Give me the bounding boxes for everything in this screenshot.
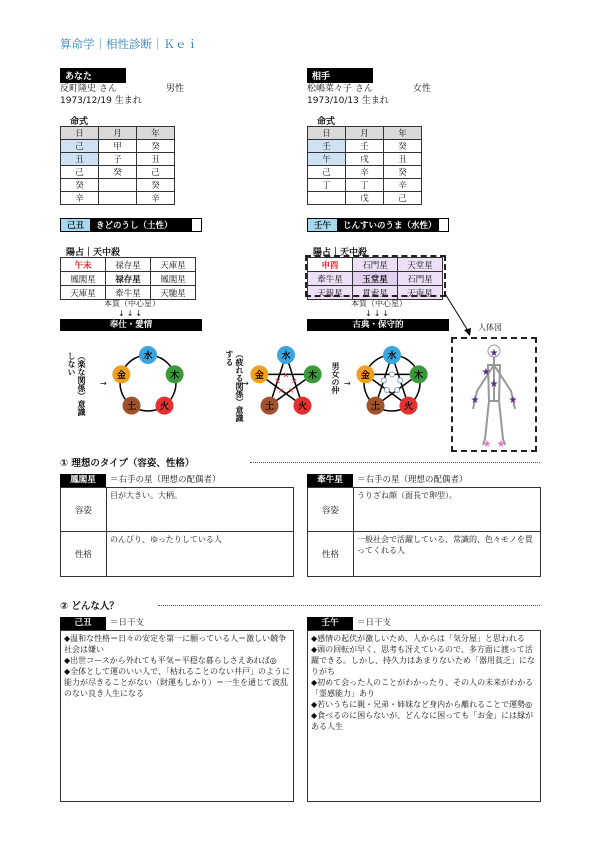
section2-divider <box>158 605 540 606</box>
wood-node-label: 木 <box>308 370 318 381</box>
meishiki-cell: 丑 <box>384 153 422 166</box>
left-profile <box>60 64 260 107</box>
who-left-kanshi: 己丑 <box>60 617 106 630</box>
cross-icon: × <box>290 376 298 386</box>
meishiki-cell: 癸 <box>137 179 175 192</box>
ideal-left-personality: のんびり、ゆったりしている人 <box>110 535 222 544</box>
star-cell: 鳳閣星 <box>61 272 106 286</box>
list-item: ◆出世コースから外れても平気＝平穏な暮らしさえあれば◎ <box>64 656 277 665</box>
ideal-right-looks-label: 容姿 <box>308 488 354 531</box>
meishiki-col-header: 日 <box>308 127 346 140</box>
right-role: 相手 <box>307 68 373 83</box>
cycle3-diagram <box>352 345 432 421</box>
ideal-left-personality-label: 性格 <box>61 532 107 576</box>
table-row <box>61 140 175 153</box>
circle-mark-icon <box>381 378 386 383</box>
meishiki-cell: 癸 <box>137 140 175 153</box>
cross-icon: × <box>274 376 282 386</box>
earth-node-label: 土 <box>127 402 137 413</box>
cycle1-label-text: （楽な関係）意識しない <box>67 352 86 416</box>
cross-icon: × <box>277 386 285 395</box>
cycle2-label <box>224 350 244 422</box>
circle-mark-icon <box>398 378 403 383</box>
meishiki-cell <box>99 179 137 192</box>
list-item: ◆頭の回転が早く、思考も冴えているので、多方面に渡って活躍できる。しかし、持久力はあまりないため「器用貧乏」になりがち <box>311 645 535 676</box>
table-row <box>308 166 422 179</box>
meishiki-cell: 丁 <box>346 179 384 192</box>
left-arrows: ↓↓↓ <box>118 309 145 318</box>
right-honshitsu: 本質（中心星） <box>351 299 407 308</box>
list-item: ◆全体として運のいい人で、「枯れることのない井戸」のように能力が尽きることがない（財運もしかり）＝一生を通じて波乱のない良き人生になる <box>64 667 290 698</box>
section2-title: ② どんな人？ <box>60 601 119 612</box>
who-right-list <box>307 630 541 802</box>
left-honshitsu: 本質（中心星） <box>104 299 160 308</box>
ideal-left-looks: 目が大きい。大柄。 <box>110 491 182 500</box>
star-cell: 玉堂星 <box>353 272 398 286</box>
who-right-kanshi: 壬午 <box>307 617 353 630</box>
metal-node-label: 金 <box>254 370 264 381</box>
water-node-label: 水 <box>281 351 291 362</box>
left-trait: 奉仕・愛情 <box>60 319 202 331</box>
star-cell: 申酉 <box>308 258 353 272</box>
meishiki-cell: 己 <box>137 166 175 179</box>
right-kanshi: 壬午 <box>308 219 337 231</box>
left-kanshi-reading: きどのうし（土性） <box>90 219 192 231</box>
star-cell: 牽牛星 <box>308 272 353 286</box>
ideal-left-star: 鳳閣星 <box>60 474 106 487</box>
wood-node-label: 木 <box>414 370 424 381</box>
cycle3-arrow: → <box>344 379 351 388</box>
cycle2-label-text: （疲れる関係）意識する <box>225 350 244 422</box>
cycle1-diagram <box>108 345 188 421</box>
who-right <box>307 617 541 802</box>
meishiki-cell: 癸 <box>384 166 422 179</box>
list-item: ◆若いうちに親・兄弟・姉妹など身内から離れることで運勢◎ <box>311 700 533 709</box>
meishiki-cell: 辛 <box>137 192 175 205</box>
meishiki-cell: 午 <box>308 153 346 166</box>
star-cell: 牽牛星 <box>106 286 151 300</box>
who-left <box>60 617 294 802</box>
ideal-right-star: 牽牛星 <box>307 474 353 487</box>
table-row <box>61 192 175 205</box>
star-icon: ★ <box>482 439 492 450</box>
right-profile <box>307 64 507 107</box>
star-cell: 天南星 <box>398 286 443 300</box>
water-node-label: 水 <box>387 351 397 362</box>
star-cell: 禄存星 <box>106 272 151 286</box>
body-chart-box <box>451 337 537 452</box>
meishiki-cell: 己 <box>61 166 99 179</box>
meishiki-cell: 己 <box>61 140 99 153</box>
meishiki-cell: 子 <box>99 153 137 166</box>
meishiki-cell: 己 <box>384 192 422 205</box>
meishiki-cell: 辛 <box>346 166 384 179</box>
meishiki-cell: 丑 <box>137 153 175 166</box>
meishiki-cell: 辛 <box>61 192 99 205</box>
meishiki-cell: 甲 <box>99 140 137 153</box>
star-cell: 貫索星 <box>353 286 398 300</box>
table-row <box>61 166 175 179</box>
table-row <box>61 272 196 286</box>
right-star-highlight <box>305 255 446 297</box>
meishiki-cell: 戌 <box>346 153 384 166</box>
ideal-right-personality: 一般社会で活躍している、常識的、色々モノを買ってくれる人 <box>357 535 533 555</box>
right-meishiki-title: 命式 <box>317 117 336 127</box>
meishiki-cell: 丑 <box>61 153 99 166</box>
table-row <box>308 140 422 153</box>
table-row <box>61 179 175 192</box>
fire-node-label: 火 <box>297 402 307 413</box>
cross-icon: × <box>287 386 295 395</box>
meishiki-cell: 癸 <box>99 166 137 179</box>
page-header: 算命学｜相性診断｜Ｋｅｉ <box>60 37 198 51</box>
star-icon: ★ <box>481 367 491 378</box>
cycle2-arrow: → <box>242 379 249 388</box>
human-figure <box>453 339 535 450</box>
star-icon: ★ <box>489 379 499 390</box>
ideal-right-personality-label: 性格 <box>308 532 354 576</box>
body-chart-title: 人体図 <box>478 323 502 332</box>
list-item: ◆食べるのに困らないが、どんなに困っても「お金」には縁がある人生 <box>311 711 534 731</box>
right-arrows: ↓↓↓ <box>365 309 392 318</box>
meishiki-cell: 壬 <box>308 140 346 153</box>
cycle2-diagram <box>246 345 326 421</box>
left-kanshi: 己丑 <box>61 219 90 231</box>
left-star-table <box>60 257 196 300</box>
meishiki-col-header: 月 <box>99 127 137 140</box>
star-icon: ★ <box>489 348 499 359</box>
left-meishiki-title: 命式 <box>70 117 89 127</box>
star-cell: 午未 <box>61 258 106 272</box>
ideal-right-desc: ＝右手の星（理想の配偶者） <box>357 475 468 485</box>
table-row <box>61 153 175 166</box>
ideal-left-desc: ＝右手の星（理想の配偶者） <box>110 475 221 485</box>
cycle1-label <box>66 352 86 416</box>
fire-node-label: 火 <box>403 402 413 413</box>
star-cell: 鳳閣星 <box>151 272 196 286</box>
earth-node-label: 土 <box>371 402 381 413</box>
metal-node-label: 金 <box>116 370 126 381</box>
ideal-left-looks-label: 容姿 <box>61 488 107 531</box>
list-item: ◆温和な性格＝日々の安定を第一に願っている人＝激しい競争社会は嫌い <box>64 634 287 654</box>
right-yosen-title: 陽占｜天中殺 <box>313 248 368 258</box>
star-cell: 天庫星 <box>151 258 196 272</box>
ideal-right-looks: うりざね顔（面長で卵型）。 <box>357 491 457 500</box>
who-left-desc: ＝日干支 <box>110 618 145 628</box>
table-row <box>308 192 422 205</box>
star-icon: ★ <box>496 439 506 450</box>
table-row <box>308 153 422 166</box>
wood-node-label: 木 <box>170 370 180 381</box>
meishiki-col-header: 年 <box>137 127 175 140</box>
list-item: ◆初めて会った人のことがわかったり、その人の未来がわかる「霊感能力」あり <box>311 678 534 698</box>
right-birth: 1973/10/13 生まれ <box>307 96 389 106</box>
left-yosen-title: 陽占｜天中殺 <box>66 248 121 258</box>
meishiki-cell: 戊 <box>346 192 384 205</box>
star-cell: 天堂星 <box>398 258 443 272</box>
meishiki-cell: 壬 <box>346 140 384 153</box>
star-cell: 天報星 <box>308 286 353 300</box>
right-meishiki-table <box>307 126 422 205</box>
right-trait: 古典・保守的 <box>307 319 449 331</box>
ideal-right <box>307 474 541 578</box>
star-cell: 石門星 <box>353 258 398 272</box>
meishiki-cell: 辛 <box>384 179 422 192</box>
right-kanshi-bar <box>307 218 449 232</box>
left-birth: 1973/12/19 生まれ <box>60 96 142 106</box>
right-kanshi-reading: じんすいのうま（水性） <box>337 219 439 231</box>
star-icon: ★ <box>508 395 518 406</box>
metal-node-label: 金 <box>360 370 370 381</box>
meishiki-cell: 丁 <box>308 179 346 192</box>
water-node-label: 水 <box>143 351 153 362</box>
meishiki-col-header: 日 <box>61 127 99 140</box>
cross-icon: × <box>282 370 290 380</box>
left-kanshi-bar <box>60 218 202 232</box>
meishiki-cell: 癸 <box>384 140 422 153</box>
left-meishiki-table <box>60 126 175 205</box>
section1-title: ① 理想のタイプ（容姿、性格） <box>60 458 195 469</box>
earth-node-label: 土 <box>265 402 275 413</box>
meishiki-cell: 己 <box>308 166 346 179</box>
table-row <box>308 179 422 192</box>
who-left-list <box>60 630 294 802</box>
left-name: 反町隆史 さん <box>60 84 117 94</box>
table-row <box>61 258 196 272</box>
meishiki-cell <box>308 192 346 205</box>
right-gender: 女性 <box>413 84 432 94</box>
meishiki-col-header: 月 <box>346 127 384 140</box>
section1-divider <box>250 462 540 463</box>
circle-mark-icon <box>395 388 400 393</box>
cycle3-label <box>330 362 340 408</box>
meishiki-cell <box>99 192 137 205</box>
circle-mark-icon <box>384 388 389 393</box>
star-cell: 石門星 <box>398 272 443 286</box>
left-role: あなた <box>60 68 126 83</box>
meishiki-col-header: 年 <box>384 127 422 140</box>
fire-node-label: 火 <box>159 402 169 413</box>
cycle1-arrow: → <box>100 379 107 388</box>
star-cell: 天馳星 <box>151 286 196 300</box>
meishiki-cell: 癸 <box>61 179 99 192</box>
circle-mark-icon <box>390 372 395 377</box>
who-right-desc: ＝日干支 <box>357 618 392 628</box>
right-name: 松嶋菜々子 さん <box>307 84 373 94</box>
left-gender: 男性 <box>166 84 185 94</box>
cycle3-label-text: 男女の仲 <box>331 362 340 394</box>
star-icon: ★ <box>470 395 480 406</box>
star-cell: 禄存星 <box>106 258 151 272</box>
list-item: ◆感情の起伏が激しいため、人からは「気分屋」と思われる <box>311 634 525 643</box>
star-cell: 天庫星 <box>61 286 106 300</box>
ideal-left <box>60 474 294 578</box>
